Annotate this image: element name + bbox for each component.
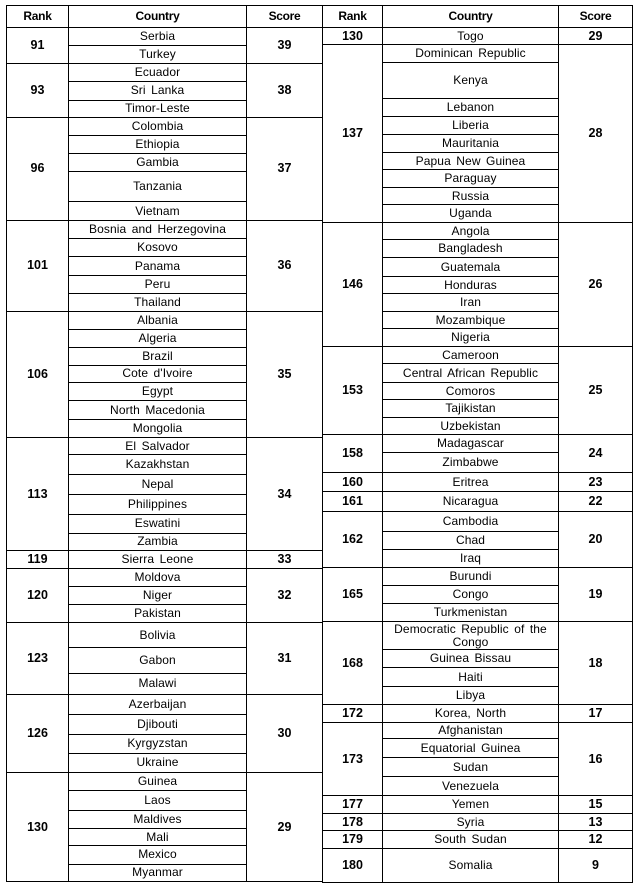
country-cell: Sudan bbox=[383, 758, 559, 777]
country-cell: Maldives bbox=[69, 811, 247, 829]
ranking-table bbox=[6, 5, 632, 882]
rank-header: Rank bbox=[7, 6, 69, 28]
country-cell: Somalia bbox=[383, 849, 559, 883]
country-cell: Vietnam bbox=[69, 202, 247, 221]
score-cell: 28 bbox=[559, 45, 633, 223]
country-cell: Iraq bbox=[383, 550, 559, 568]
rank-cell: 180 bbox=[323, 849, 383, 883]
country-cell: Central African Republic bbox=[383, 364, 559, 383]
country-cell: Brazil bbox=[69, 347, 247, 365]
country-cell: Sierra Leone bbox=[69, 550, 247, 568]
right-header-row bbox=[323, 6, 633, 28]
table-row bbox=[323, 814, 633, 831]
rank-cell: 119 bbox=[7, 550, 69, 568]
rank-cell: 153 bbox=[323, 347, 383, 435]
left-header-row bbox=[7, 6, 323, 28]
rank-cell: 130 bbox=[323, 28, 383, 45]
country-cell: Paraguay bbox=[383, 170, 559, 188]
rank-cell: 113 bbox=[7, 438, 69, 551]
table-row bbox=[323, 28, 633, 45]
country-cell: Uganda bbox=[383, 205, 559, 223]
table-row bbox=[323, 473, 633, 492]
country-cell: Dominican Republic bbox=[383, 45, 559, 63]
country-cell: Afghanistan bbox=[383, 723, 559, 739]
country-cell: South Sudan bbox=[383, 831, 559, 849]
rank-header: Rank bbox=[323, 6, 383, 28]
table-row bbox=[7, 221, 323, 239]
country-cell: Bosnia and Herzegovina bbox=[69, 221, 247, 239]
country-cell: Turkey bbox=[69, 46, 247, 64]
country-cell: Mauritania bbox=[383, 135, 559, 153]
score-cell: 34 bbox=[247, 438, 323, 551]
table-row bbox=[323, 723, 633, 739]
table-row bbox=[7, 438, 323, 455]
table-row bbox=[7, 568, 323, 586]
country-cell: Sri Lanka bbox=[69, 82, 247, 100]
rank-cell: 120 bbox=[7, 568, 69, 622]
score-cell: 37 bbox=[247, 117, 323, 221]
country-cell: Congo bbox=[383, 586, 559, 604]
country-cell: Equatorial Guinea bbox=[383, 739, 559, 758]
table-row bbox=[323, 622, 633, 650]
country-cell: Djibouti bbox=[69, 714, 247, 734]
country-cell: Azerbaijan bbox=[69, 694, 247, 714]
country-cell: Myanmar bbox=[69, 864, 247, 881]
country-cell: Mongolia bbox=[69, 420, 247, 438]
score-cell: 23 bbox=[559, 473, 633, 492]
country-cell: Iran bbox=[383, 294, 559, 312]
country-cell: Mali bbox=[69, 829, 247, 846]
country-cell: Comoros bbox=[383, 383, 559, 400]
rank-cell: 123 bbox=[7, 623, 69, 694]
rank-cell: 177 bbox=[323, 796, 383, 814]
table-row bbox=[323, 796, 633, 814]
country-cell: Guinea bbox=[69, 773, 247, 791]
left-table bbox=[6, 5, 323, 882]
country-cell: Pakistan bbox=[69, 605, 247, 623]
country-cell: Cote d'Ivoire bbox=[69, 365, 247, 382]
score-cell: 39 bbox=[247, 28, 323, 64]
country-cell: Serbia bbox=[69, 28, 247, 46]
score-cell: 25 bbox=[559, 347, 633, 435]
country-cell: Tajikistan bbox=[383, 400, 559, 418]
country-cell: Honduras bbox=[383, 277, 559, 294]
table-row bbox=[323, 223, 633, 240]
table-row bbox=[7, 694, 323, 714]
table-row bbox=[7, 64, 323, 82]
country-cell: Malawi bbox=[69, 673, 247, 694]
country-cell: Lebanon bbox=[383, 99, 559, 117]
score-cell: 36 bbox=[247, 221, 323, 311]
country-cell: Nicaragua bbox=[383, 492, 559, 512]
table-row bbox=[323, 347, 633, 364]
score-cell: 32 bbox=[247, 568, 323, 622]
score-cell: 12 bbox=[559, 831, 633, 849]
score-cell: 20 bbox=[559, 512, 633, 568]
country-cell: Cambodia bbox=[383, 512, 559, 532]
country-cell: Libya bbox=[383, 687, 559, 705]
country-header: Country bbox=[383, 6, 559, 28]
score-cell: 18 bbox=[559, 622, 633, 705]
country-header: Country bbox=[69, 6, 247, 28]
rank-cell: 168 bbox=[323, 622, 383, 705]
score-cell: 38 bbox=[247, 64, 323, 117]
country-cell: Panama bbox=[69, 257, 247, 276]
country-cell: Colombia bbox=[69, 117, 247, 135]
country-cell: Venezuela bbox=[383, 777, 559, 796]
score-cell: 29 bbox=[559, 28, 633, 45]
country-cell: Russia bbox=[383, 188, 559, 205]
rank-cell: 91 bbox=[7, 28, 69, 64]
rank-cell: 126 bbox=[7, 694, 69, 772]
table-row bbox=[323, 512, 633, 532]
rank-cell: 165 bbox=[323, 568, 383, 622]
table-row bbox=[7, 311, 323, 329]
score-cell: 24 bbox=[559, 435, 633, 473]
country-cell: Haiti bbox=[383, 668, 559, 687]
country-cell: Albania bbox=[69, 311, 247, 329]
country-cell: Yemen bbox=[383, 796, 559, 814]
country-cell: Mozambique bbox=[383, 312, 559, 329]
score-cell: 29 bbox=[247, 773, 323, 882]
country-cell: Papua New Guinea bbox=[383, 153, 559, 170]
table-row bbox=[323, 849, 633, 883]
country-cell: Syria bbox=[383, 814, 559, 831]
left-table-half bbox=[6, 5, 322, 882]
rank-cell: 173 bbox=[323, 723, 383, 796]
country-cell: Ukraine bbox=[69, 753, 247, 772]
country-cell: Zimbabwe bbox=[383, 453, 559, 473]
rank-cell: 93 bbox=[7, 64, 69, 117]
country-cell: Korea, North bbox=[383, 705, 559, 723]
country-cell: Gabon bbox=[69, 648, 247, 673]
country-cell: Egypt bbox=[69, 382, 247, 400]
country-cell: Madagascar bbox=[383, 435, 559, 453]
country-cell: El Salvador bbox=[69, 438, 247, 455]
score-cell: 31 bbox=[247, 623, 323, 694]
rank-cell: 146 bbox=[323, 223, 383, 347]
country-cell: Nigeria bbox=[383, 329, 559, 347]
country-cell: Ecuador bbox=[69, 64, 247, 82]
table-row bbox=[323, 45, 633, 63]
country-cell: Eswatini bbox=[69, 514, 247, 533]
country-cell: Democratic Republic of the Congo bbox=[383, 622, 559, 650]
country-cell: Kosovo bbox=[69, 239, 247, 257]
country-cell: Ethiopia bbox=[69, 135, 247, 153]
country-cell: Kenya bbox=[383, 63, 559, 99]
country-cell: Kazakhstan bbox=[69, 455, 247, 475]
country-cell: Chad bbox=[383, 532, 559, 550]
table-row bbox=[323, 831, 633, 849]
country-cell: Gambia bbox=[69, 153, 247, 171]
country-cell: Guatemala bbox=[383, 258, 559, 277]
country-cell: Moldova bbox=[69, 568, 247, 586]
score-cell: 35 bbox=[247, 311, 323, 438]
rank-cell: 158 bbox=[323, 435, 383, 473]
country-cell: Thailand bbox=[69, 293, 247, 311]
country-cell: Kyrgyzstan bbox=[69, 734, 247, 753]
rank-cell: 178 bbox=[323, 814, 383, 831]
score-cell: 13 bbox=[559, 814, 633, 831]
country-cell: Togo bbox=[383, 28, 559, 45]
score-cell: 15 bbox=[559, 796, 633, 814]
rank-cell: 130 bbox=[7, 773, 69, 882]
score-header: Score bbox=[559, 6, 633, 28]
country-cell: Laos bbox=[69, 791, 247, 811]
right-table bbox=[322, 5, 633, 883]
country-cell: Burundi bbox=[383, 568, 559, 586]
table-row bbox=[7, 550, 323, 568]
rank-cell: 179 bbox=[323, 831, 383, 849]
country-cell: Bangladesh bbox=[383, 240, 559, 258]
table-row bbox=[323, 492, 633, 512]
country-cell: Angola bbox=[383, 223, 559, 240]
rank-cell: 161 bbox=[323, 492, 383, 512]
score-header: Score bbox=[247, 6, 323, 28]
country-cell: Liberia bbox=[383, 117, 559, 135]
country-cell: Peru bbox=[69, 276, 247, 293]
country-cell: Bolivia bbox=[69, 623, 247, 648]
table-row bbox=[323, 568, 633, 586]
rank-cell: 96 bbox=[7, 117, 69, 221]
country-cell: Turkmenistan bbox=[383, 604, 559, 622]
country-cell: Cameroon bbox=[383, 347, 559, 364]
score-cell: 19 bbox=[559, 568, 633, 622]
country-cell: Tanzania bbox=[69, 171, 247, 201]
rank-cell: 137 bbox=[323, 45, 383, 223]
table-row bbox=[323, 705, 633, 723]
country-cell: North Macedonia bbox=[69, 401, 247, 420]
table-row bbox=[7, 773, 323, 791]
country-cell: Nepal bbox=[69, 475, 247, 494]
table-row bbox=[7, 28, 323, 46]
score-cell: 33 bbox=[247, 550, 323, 568]
rank-cell: 172 bbox=[323, 705, 383, 723]
country-cell: Mexico bbox=[69, 846, 247, 864]
table-row bbox=[7, 117, 323, 135]
rank-cell: 160 bbox=[323, 473, 383, 492]
rank-cell: 106 bbox=[7, 311, 69, 438]
rank-cell: 162 bbox=[323, 512, 383, 568]
score-cell: 17 bbox=[559, 705, 633, 723]
country-cell: Philippines bbox=[69, 494, 247, 514]
score-cell: 30 bbox=[247, 694, 323, 772]
table-row bbox=[7, 623, 323, 648]
country-cell: Uzbekistan bbox=[383, 418, 559, 435]
score-cell: 16 bbox=[559, 723, 633, 796]
country-cell: Guinea Bissau bbox=[383, 650, 559, 668]
country-cell: Niger bbox=[69, 587, 247, 605]
country-cell: Timor-Leste bbox=[69, 100, 247, 117]
score-cell: 26 bbox=[559, 223, 633, 347]
country-cell: Eritrea bbox=[383, 473, 559, 492]
score-cell: 9 bbox=[559, 849, 633, 883]
right-table-half bbox=[322, 5, 632, 882]
table-row bbox=[323, 435, 633, 453]
rank-cell: 101 bbox=[7, 221, 69, 311]
score-cell: 22 bbox=[559, 492, 633, 512]
country-cell: Zambia bbox=[69, 533, 247, 550]
country-cell: Algeria bbox=[69, 329, 247, 347]
